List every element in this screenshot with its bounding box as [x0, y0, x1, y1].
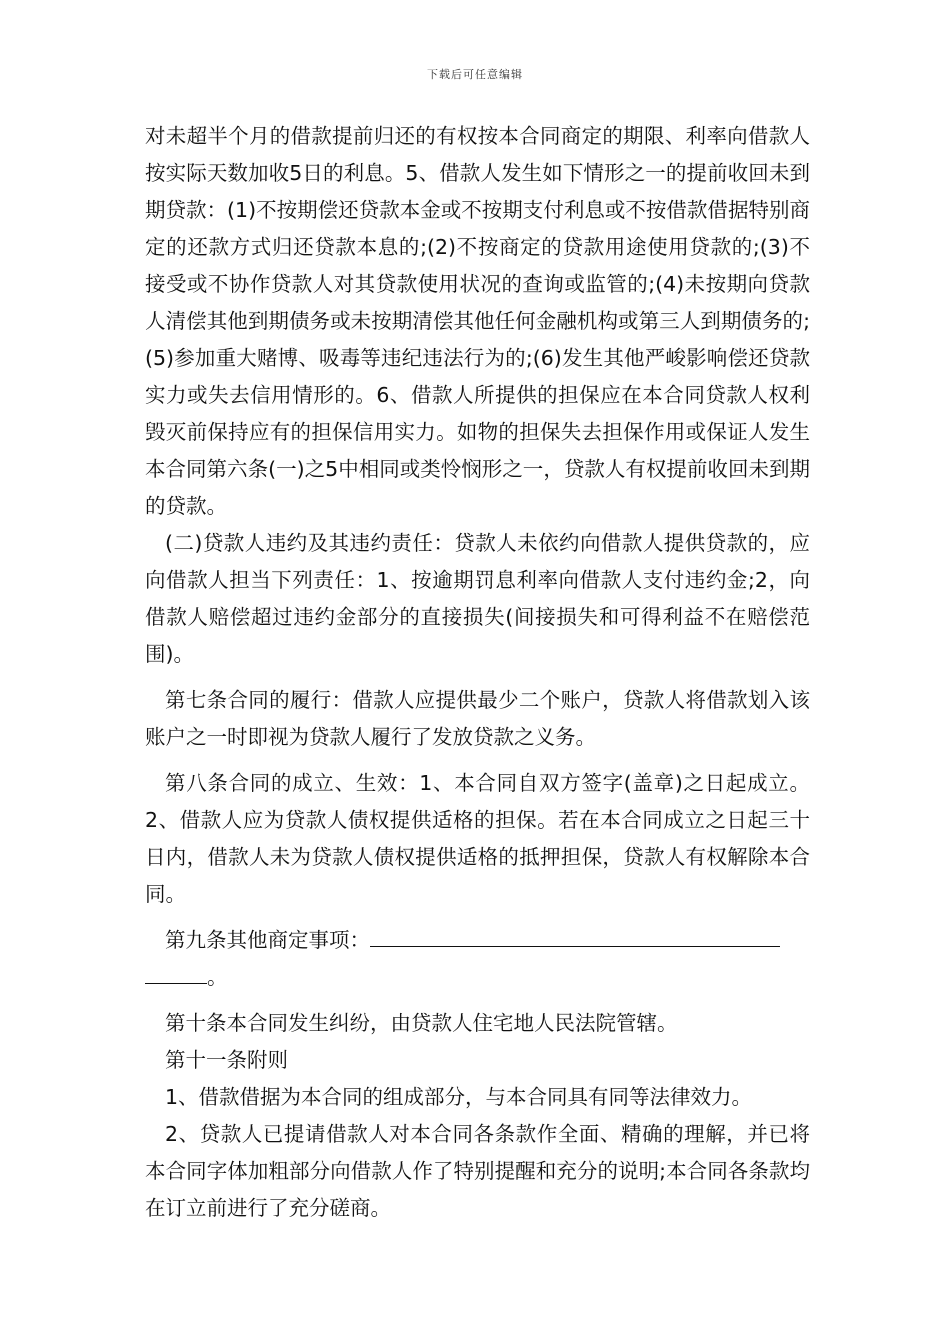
- paragraph-article-10: 第十条本合同发生纠纷，由贷款人住宅地人民法院管辖。: [165, 1011, 678, 1035]
- paragraph-lender-breach: (二)贷款人违约及其违约责任：贷款人未依约向借款人提供贷款的，应向借款人担当下列责任：1、按逾期罚息利率向借款人支付违约金;2，向借款人赔偿超过违约金部分的直接损失(间接损失和可得利益不在赔偿范围)。: [145, 531, 810, 666]
- page-header: 下载后可任意编辑: [427, 68, 523, 81]
- article-9-label: 第九条其他商定事项：: [165, 928, 370, 952]
- paragraph-early-repayment: 对未超半个月的借款提前归还的有权按本合同商定的期限、利率向借款人按实际天数加收5日的利息。5、借款人发生如下情形之一的提前收回未到期贷款：(1)不按期偿还贷款本金或不按期支付利息或不按借款借据特别商定的还款方式归还贷款本息的;(2)不按商定的贷款用途使用贷款的;(3)不接受或不协作贷款人对其贷款使用状况的查询或监管的;(4)未按期向贷款人清偿其他到期债务或未按期清偿其他任何金融机构或第三人到期债务的;(5)参加重大赌博、吸毒等违纪违法行为的;(6)发生其他严峻影响偿还贷款实力或失去信用情形的。6、借款人所提供的担保应在本合同贷款人权利毁灭前保持应有的担保信用实力。如物的担保失去担保作用或保证人发生本合同第六条(一)之5中相同或类怜悯形之一，贷款人有权提前收回未到期的贷款。: [145, 124, 810, 518]
- blank-fill-line: [370, 924, 780, 947]
- paragraph-article-7: 第七条合同的履行：借款人应提供最少二个账户，贷款人将借款划入该账户之一时即视为贷款人履行了发放贷款之义务。: [145, 688, 810, 749]
- paragraph-appendix-2: 2、贷款人已提请借款人对本合同各条款作全面、精确的理解，并已将本合同字体加粗部分向借款人作了特别提醒和充分的说明;本合同各条款均在订立前进行了充分磋商。: [145, 1122, 810, 1220]
- paragraph-appendix-1: 1、借款借据为本合同的组成部分，与本合同具有同等法律效力。: [165, 1085, 753, 1109]
- article-9-end: 。: [207, 965, 228, 989]
- paragraph-article-11-title: 第十一条附则: [165, 1048, 288, 1072]
- blank-fill-line-end: [145, 961, 207, 984]
- paragraph-article-8: 第八条合同的成立、生效：1、本合同自双方签字(盖章)之日起成立。2、借款人应为贷款人债权提供适格的担保。若在本合同成立之日起三十日内，借款人未为贷款人债权提供适格的抵押担保，贷款人有权解除本合同。: [145, 771, 810, 906]
- document-body: [145, 118, 810, 1227]
- paragraph-article-9: [145, 922, 810, 996]
